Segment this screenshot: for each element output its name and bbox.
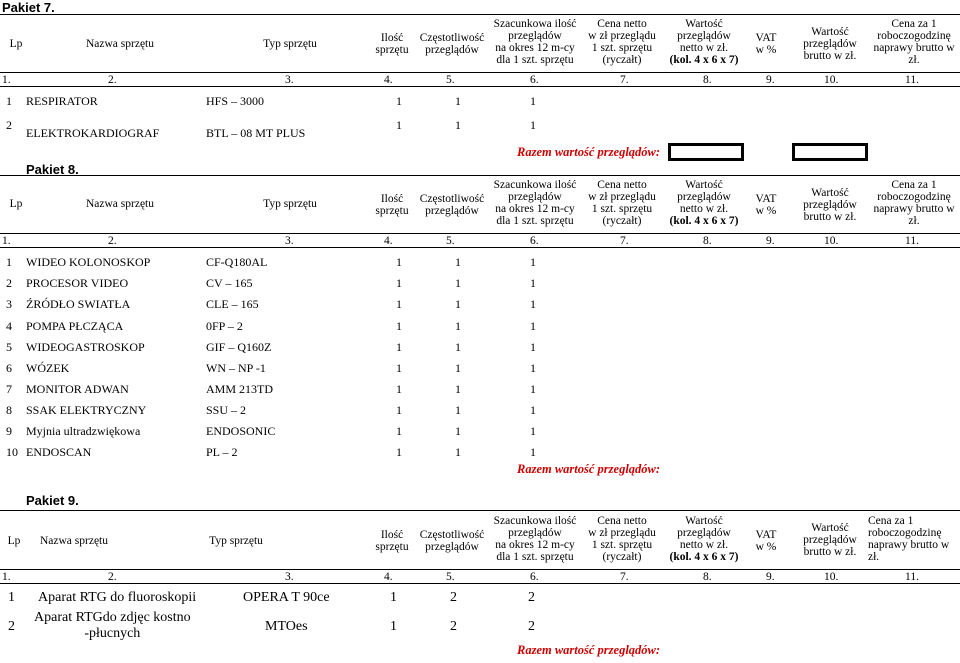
row-czestotliwosc: 1 (455, 340, 461, 354)
header-cena-rbh: Cena za 1 roboczogodzinę naprawy brutto w zł. (873, 179, 955, 227)
row-lp: 8 (6, 403, 12, 417)
header-vat: VAT w % (755, 32, 777, 56)
col-number: 9. (766, 571, 775, 583)
row-ilosc: 1 (396, 403, 402, 417)
header-nazwa: Nazwa sprzętu (85, 198, 154, 210)
row-typ: 0FP – 2 (206, 319, 243, 333)
col-number: 10. (824, 571, 839, 583)
row-typ: GIF – Q160Z (206, 340, 272, 354)
row-typ: CV – 165 (206, 276, 253, 290)
header-nazwa: Nazwa sprzętu (85, 38, 154, 50)
row-nazwa: RESPIRATOR (26, 94, 98, 108)
row-czestotliwosc: 2 (450, 590, 457, 605)
pakiet9-title: Pakiet 9. (26, 493, 79, 508)
row-ilosc: 1 (396, 361, 402, 375)
row-lp: 3 (6, 297, 12, 311)
header-wartosc-netto: Wartość przeglądów netto w zł. (kol. 4 x 6 x 7) (669, 179, 739, 227)
col-number: 11. (905, 235, 919, 247)
row-szacunkowa: 1 (530, 403, 536, 417)
row-lp: 4 (6, 319, 12, 333)
row-ilosc: 1 (396, 382, 402, 396)
row-czestotliwosc: 1 (455, 361, 461, 375)
row-lp: 5 (6, 340, 12, 354)
col-number: 8. (703, 235, 712, 247)
row-szacunkowa: 1 (530, 276, 536, 290)
row-ilosc: 1 (396, 424, 402, 438)
row-nazwa: WIDEOGASTROSKOP (26, 340, 145, 354)
row-czestotliwosc: 1 (455, 424, 461, 438)
row-ilosc: 1 (390, 619, 397, 634)
row-ilosc: 1 (396, 319, 402, 333)
header-typ: Typ sprzętu (209, 535, 263, 547)
header-typ: Typ sprzętu (263, 198, 317, 210)
row-ilosc: 1 (396, 118, 402, 132)
row-lp: 2 (6, 118, 12, 132)
row-szacunkowa: 1 (530, 319, 536, 333)
row-typ: BTL – 08 MT PLUS (206, 126, 306, 140)
row-szacunkowa: 1 (530, 445, 536, 459)
row-typ: CF-Q180AL (206, 255, 268, 269)
col-number: 1. (2, 235, 11, 247)
col-number: 9. (766, 235, 775, 247)
header-cena: Cena netto w zł przeglądu 1 szt. sprzętu (ryczałt) (588, 515, 656, 563)
col-number: 4. (384, 74, 393, 86)
col-number: 5. (446, 74, 455, 86)
col-number: 10. (824, 74, 839, 86)
row-typ: SSU – 2 (206, 403, 247, 417)
col-number: 11. (905, 571, 919, 583)
header-nazwa: Nazwa sprzętu (39, 535, 108, 547)
row-lp: 9 (6, 424, 12, 438)
row-ilosc: 1 (396, 276, 402, 290)
row-lp: 6 (6, 361, 12, 375)
header-cena-rbh: Cena za 1 roboczogodzinę naprawy brutto w zł. (868, 515, 950, 563)
row-lp: 2 (8, 619, 15, 634)
row-czestotliwosc: 1 (455, 445, 461, 459)
row-czestotliwosc: 1 (455, 403, 461, 417)
row-szacunkowa: 1 (530, 297, 536, 311)
row-nazwa: WÓZEK (26, 361, 70, 375)
row-szacunkowa: 2 (528, 619, 535, 634)
row-typ: HFS – 3000 (206, 94, 265, 108)
pakiet7-razem-label: Razem wartość przeglądów: (517, 145, 661, 159)
row-czestotliwosc: 1 (455, 118, 461, 132)
pakiet7-title: Pakiet 7. (2, 0, 55, 15)
col-number: 2. (108, 571, 117, 583)
header-szacunkowa: Szacunkowa ilość przeglądów na okres 12 m-cy dla 1 szt. sprzętu (493, 18, 577, 66)
col-number: 3. (285, 235, 294, 247)
header-wartosc-brutto: Wartość przeglądów brutto w zł. (803, 187, 857, 223)
col-number: 8. (703, 74, 712, 86)
row-typ: AMM 213TD (206, 382, 274, 396)
header-wartosc-brutto: Wartość przeglądów brutto w zł. (803, 522, 857, 558)
row-typ: CLE – 165 (206, 297, 259, 311)
row-szacunkowa: 2 (528, 590, 535, 605)
col-number: 10. (824, 235, 839, 247)
header-wartosc-netto: Wartość przeglądów netto w zł. (kol. 4 x 6 x 7) (669, 18, 739, 66)
col-number: 5. (446, 235, 455, 247)
header-czestotliwosc: Częstotliwość przeglądów (419, 32, 485, 56)
row-czestotliwosc: 1 (455, 255, 461, 269)
row-nazwa: Myjnia ultradzwiękowa (26, 424, 141, 438)
pakiet8-razem-label: Razem wartość przeglądów: (517, 462, 661, 476)
pakiet8-title: Pakiet 8. (26, 162, 79, 177)
col-number: 9. (766, 74, 775, 86)
row-ilosc: 1 (396, 445, 402, 459)
row-typ: PL – 2 (206, 445, 238, 459)
header-cena: Cena netto w zł przeglądu 1 szt. sprzętu (ryczałt) (588, 18, 656, 66)
header-czestotliwosc: Częstotliwość przeglądów (419, 529, 485, 553)
header-vat: VAT w % (755, 529, 777, 553)
row-lp: 10 (6, 445, 18, 459)
row-czestotliwosc: 1 (455, 94, 461, 108)
header-szacunkowa: Szacunkowa ilość przeglądów na okres 12 m-cy dla 1 szt. sprzętu (493, 515, 577, 563)
row-szacunkowa: 1 (530, 255, 536, 269)
row-typ: MTOes (265, 619, 308, 634)
row-ilosc: 1 (396, 297, 402, 311)
header-ilosc: Ilość sprzętu (375, 32, 409, 56)
col-number: 2. (108, 74, 117, 86)
row-nazwa: ŹRÓDŁO SWIATŁA (26, 297, 131, 311)
header-lp: Lp (9, 198, 23, 210)
row-czestotliwosc: 1 (455, 319, 461, 333)
col-number: 7. (620, 571, 629, 583)
row-lp: 2 (6, 276, 12, 290)
header-wartosc-brutto: Wartość przeglądów brutto w zł. (803, 26, 857, 62)
row-ilosc: 1 (396, 94, 402, 108)
header-typ: Typ sprzętu (263, 38, 317, 50)
row-nazwa: PROCESOR VIDEO (26, 276, 129, 290)
row-szacunkowa: 1 (530, 382, 536, 396)
row-nazwa: SSAK ELEKTRYCZNY (26, 403, 147, 417)
row-szacunkowa: 1 (530, 361, 536, 375)
col-number: 3. (285, 571, 294, 583)
header-lp: Lp (7, 535, 21, 547)
header-czestotliwosc: Częstotliwość przeglądów (419, 193, 485, 217)
row-szacunkowa: 1 (530, 118, 536, 132)
row-czestotliwosc: 1 (455, 382, 461, 396)
row-nazwa: ELEKTROKARDIOGRAF (26, 126, 160, 140)
col-number: 7. (620, 74, 629, 86)
row-nazwa: ENDOSCAN (26, 445, 92, 459)
row-szacunkowa: 1 (530, 94, 536, 108)
col-number: 4. (384, 571, 393, 583)
col-number: 6. (530, 235, 539, 247)
row-nazwa: POMPA PŁCZĄCA (26, 319, 124, 333)
col-number: 6. (530, 571, 539, 583)
header-wartosc-netto: Wartość przeglądów netto w zł. (kol. 4 x 6 x 7) (669, 515, 739, 563)
col-number: 6. (530, 74, 539, 86)
row-lp: 7 (6, 382, 12, 396)
col-number: 1. (2, 74, 11, 86)
row-czestotliwosc: 1 (455, 276, 461, 290)
row-ilosc: 1 (390, 590, 397, 605)
col-number: 8. (703, 571, 712, 583)
row-czestotliwosc: 1 (455, 297, 461, 311)
row-lp: 1 (8, 590, 15, 605)
col-number: 5. (446, 571, 455, 583)
row-typ: OPERA T 90ce (243, 590, 330, 605)
header-ilosc: Ilość sprzętu (375, 529, 409, 553)
row-szacunkowa: 1 (530, 340, 536, 354)
pakiet7-razem-netto-box (668, 143, 744, 161)
row-lp: 1 (6, 255, 12, 269)
header-ilosc: Ilość sprzętu (375, 193, 409, 217)
row-nazwa: WIDEO KOLONOSKOP (26, 255, 151, 269)
row-ilosc: 1 (396, 340, 402, 354)
header-szacunkowa: Szacunkowa ilość przeglądów na okres 12 m-cy dla 1 szt. sprzętu (493, 179, 577, 227)
pakiet9-razem-label: Razem wartość przeglądów: (517, 643, 661, 657)
row-szacunkowa: 1 (530, 424, 536, 438)
header-cena: Cena netto w zł przeglądu 1 szt. sprzętu (ryczałt) (588, 179, 656, 227)
header-cena-rbh: Cena za 1 roboczogodzinę naprawy brutto w zł. (873, 18, 955, 66)
col-number: 1. (2, 571, 11, 583)
col-number: 4. (384, 235, 393, 247)
header-lp: Lp (9, 38, 23, 50)
row-ilosc: 1 (396, 255, 402, 269)
col-number: 7. (620, 235, 629, 247)
row-nazwa: Aparat RTG do fluoroskopii (38, 590, 197, 605)
row-nazwa: MONITOR ADWAN (26, 382, 129, 396)
col-number: 11. (905, 74, 919, 86)
header-vat: VAT w % (755, 193, 777, 217)
pakiet7-razem-brutto-box (792, 143, 868, 161)
row-lp: 1 (6, 94, 12, 108)
row-typ: WN – NP -1 (206, 361, 266, 375)
row-typ: ENDOSONIC (206, 424, 276, 438)
col-number: 3. (285, 74, 294, 86)
row-czestotliwosc: 2 (450, 619, 457, 634)
row-nazwa: Aparat RTGdo zdjęc kostno -płucnych (34, 610, 191, 641)
col-number: 2. (108, 235, 117, 247)
